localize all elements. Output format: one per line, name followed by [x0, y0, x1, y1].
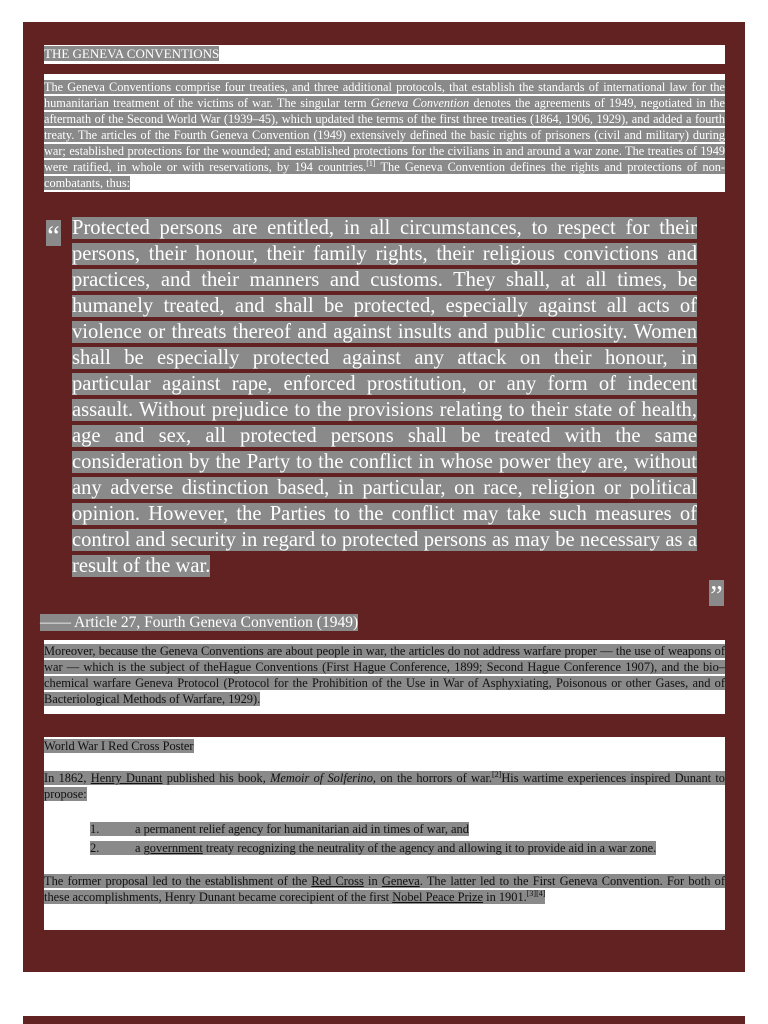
intro-term: Geneva Convention — [370, 96, 470, 110]
poster-caption: World War I Red Cross Poster — [44, 739, 194, 753]
proposal-list — [90, 820, 717, 858]
footnote-link[interactable]: [3][4] — [526, 888, 546, 898]
open-quote-mark: “ — [47, 221, 60, 252]
paragraph-dunant: In 1862, Henry Dunant published his book, Memoir of Solferino, on the horrors of war.[2]His wartime experiences inspired Dunant to propose: — [44, 769, 725, 801]
intro-text-2: denotes the agreements of 1949, negotiated in the aftermath of the Second World War (1939–45), which updated the terms of the first three treaties (1864, 1906, 1929), and added a fourth treaty. The articles of the Fourth Geneva Convention (1949) extensively defined the basic rights of prisoners (civil and military) during war; established protections for the wounded; and established protections for the civilians in and around a war zone. The treaties of 1949 were ratified, in whole or with reservations, by 194 countries. — [44, 96, 725, 174]
footnote-link[interactable]: [2] — [492, 769, 502, 779]
quote-text: Protected persons are entitled, in all circumstances, to respect for their persons, their honour, their family rights, their religious convictions and practices, and their manners and customs. They shall, at all times, be humanely treated, and shall be protected, especially against all acts of violence or threats thereof and against insults and public curiosity. Women shall be especially protected against any attack on their honour, in particular against rape, enforced prostitution, or any form of indecent assault. Without prejudice to the provisions relating to their state of health, age and sex, all protected persons shall be treated with the same consideration by the Party to the conflict in whose power they are, without any adverse distinction based, in particular, on race, religion or political opinion. However, the Parties to the conflict may take such measures of control and security in regard to protected persons as may be necessary as a result of the war. — [72, 217, 697, 577]
close-quote-mark: ” — [710, 581, 723, 612]
footnote-link[interactable]: [1] — [366, 158, 376, 168]
block-quote — [72, 215, 697, 579]
paragraph-warfare: Moreover, because the Geneva Conventions are about people in war, the articles do not address warfare proper — the use of weapons of war — which is the subject of theHague Conventions (First Hague Conference, 1899; Second Hague Conference 1907), and the bio–chemical warfare Geneva Protocol (Protocol for the Prohibition of the Use in War of Asphyxiating, Poisonous or other Gases, and of Bacteriological Methods of Warfare, 1929). — [44, 644, 725, 706]
book-title: Memoir of Solferino — [270, 771, 373, 785]
red-cross-link[interactable]: Red Cross — [311, 874, 364, 888]
quote-citation: —— Article 27, Fourth Geneva Convention (1949) — [40, 614, 359, 631]
list-item: 1. a permanent relief agency for humanitarian aid in times of war, and — [90, 822, 469, 836]
henry-dunant-link[interactable]: Henry Dunant — [90, 771, 163, 785]
page-title: THE GENEVA CONVENTIONS — [44, 46, 220, 61]
intro-ending: The Geneva Convention defines the rights and protections of non-combatants, thus: — [44, 160, 725, 190]
paragraph-outcome: The former proposal led to the establishment of the Red Cross in Geneva. The latter led to the First Geneva Convention. For both of these accomplishments, Henry Dunant became corecipient of the first Nobel Peace Prize in 1901.[3][4] — [44, 874, 725, 904]
government-link[interactable]: government — [143, 841, 203, 855]
intro-paragraph — [44, 79, 725, 191]
geneva-link[interactable]: Geneva — [381, 874, 420, 888]
nobel-peace-prize-link[interactable]: Nobel Peace Prize — [392, 890, 484, 904]
document-page — [23, 22, 745, 972]
intro-text: The Geneva Conventions comprise four treaties, and three additional protocols, that establish the standards of international law for the humanitarian treatment of the victims of war. The singular term — [44, 80, 725, 110]
list-item: 2. a government treaty recognizing the neutrality of the agency and allowing it to provide aid in a war zone. — [90, 841, 657, 855]
next-page-edge — [23, 1016, 745, 1024]
